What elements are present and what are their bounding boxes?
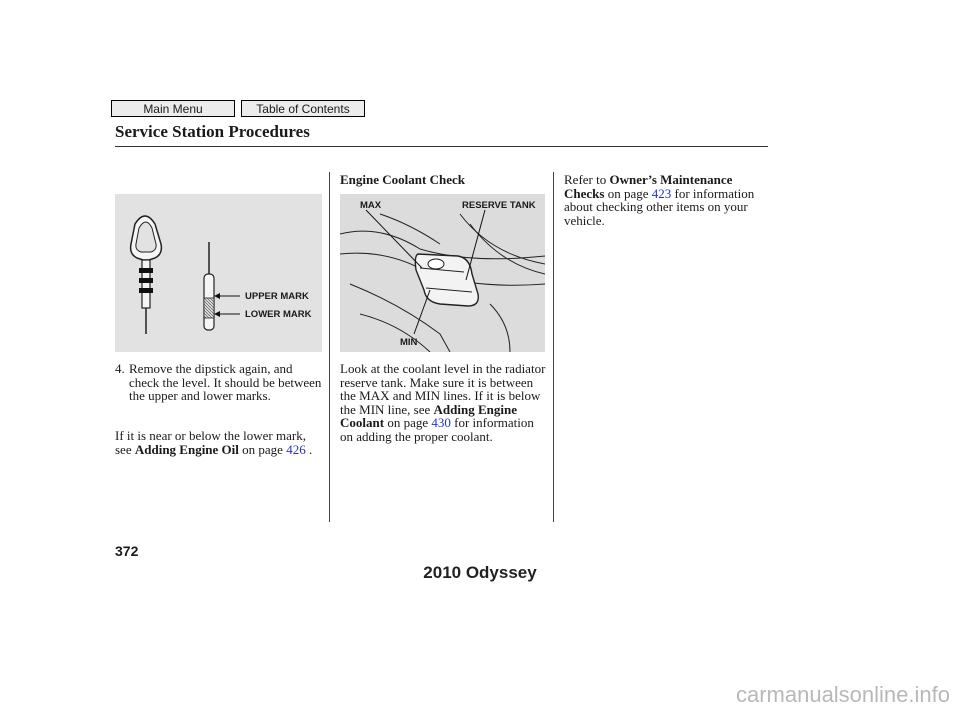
coolant-end: for information on adding the proper coolant. xyxy=(340,415,534,444)
page-430-link[interactable]: 430 xyxy=(431,415,451,430)
maintenance-mid: on page xyxy=(604,185,652,201)
watermark: carmanualsonline.info xyxy=(735,682,950,707)
column-divider-2 xyxy=(553,172,554,522)
max-label: MAX xyxy=(360,200,382,211)
page-423-link[interactable]: 423 xyxy=(651,185,672,201)
min-label: MIN xyxy=(400,337,418,348)
coolant-figure xyxy=(340,194,545,352)
main-menu-button[interactable]: Main Menu xyxy=(111,100,235,117)
step-text: Remove the dipstick again, and check the level. It should be between the upper and lower marks. xyxy=(129,361,322,403)
oil-note-paragraph xyxy=(115,429,325,456)
dipstick-figure xyxy=(115,194,322,352)
section-title: Service Station Procedures xyxy=(115,122,310,141)
step-number: 4. xyxy=(115,361,125,376)
maintenance-paragraph xyxy=(564,173,769,227)
oil-note-text: If it is near or below the lower mark, see xyxy=(115,428,306,457)
coolant-paragraph xyxy=(340,362,550,443)
step-4 xyxy=(115,362,322,403)
dipstick-illustration xyxy=(115,194,322,352)
maintenance-text: Refer to xyxy=(564,172,610,187)
engine-coolant-check-heading: Engine Coolant Check xyxy=(340,172,465,187)
table-of-contents-button[interactable]: Table of Contents xyxy=(241,100,365,117)
maintenance-end: for information about checking other items on your vehicle. xyxy=(564,185,755,228)
owners-maintenance-checks-ref: Owner’s Maintenance Checks xyxy=(564,172,733,201)
reserve-tank-label: RESERVE TANK xyxy=(462,200,536,211)
lower-mark-label: LOWER MARK xyxy=(245,309,312,320)
column-divider-1 xyxy=(329,172,330,522)
coolant-reservoir-illustration xyxy=(340,194,545,352)
adding-engine-oil-ref: Adding Engine Oil xyxy=(134,441,239,457)
footer-model: 2010 Odyssey xyxy=(423,563,537,582)
coolant-mid: on page xyxy=(384,415,432,430)
page-426-link[interactable]: 426 xyxy=(286,441,306,457)
page-number: 372 xyxy=(115,543,139,559)
title-rule xyxy=(115,146,768,147)
coolant-text: Look at the coolant level in the radiator reserve tank. Make sure it is between the MAX and MIN lines. If it is below the MIN line, see xyxy=(340,361,546,417)
adding-engine-coolant-ref: Adding Engine Coolant xyxy=(340,401,517,430)
oil-note-mid: on page xyxy=(238,441,287,457)
upper-mark-label: UPPER MARK xyxy=(245,291,309,302)
oil-note-end: . xyxy=(305,441,313,457)
